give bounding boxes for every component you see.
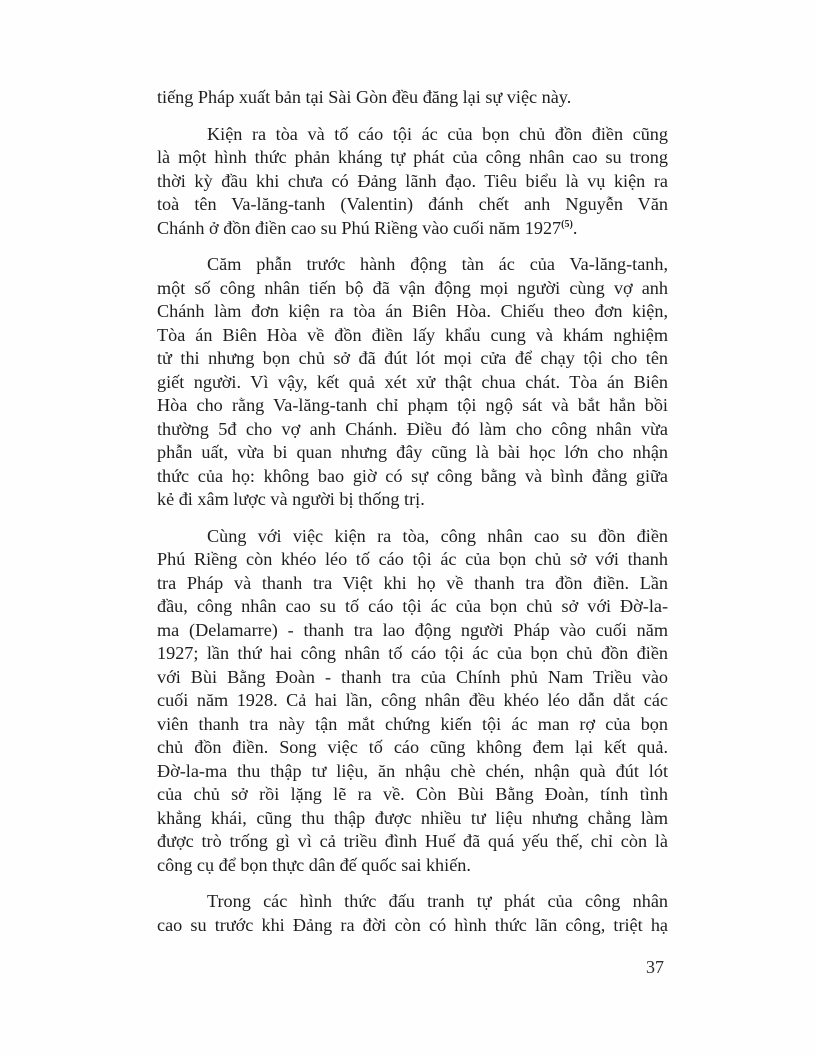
text-line: Tòa án Biên Hòa về đồn điền lấy khẩu cung và khám nghiệm <box>157 324 668 345</box>
text-line: công cụ để bọn thực dân đế quốc sai khiến. <box>157 854 471 875</box>
text-line: Đờ-la-ma thu thập tư liệu, ăn nhậu chè chén, nhận quà đút lót <box>157 760 668 781</box>
text-line: thời kỳ đầu khi chưa có Đảng lãnh đạo. Tiêu biểu là vụ kiện ra <box>157 170 668 191</box>
text-line: với Bùi Bằng Đoàn - thanh tra của Chính phủ Nam Triều vào <box>157 666 668 687</box>
text-line: chủ đồn điền. Song việc tố cáo cũng không đem lại kết quả. <box>157 737 668 757</box>
text-line-with-footnote <box>157 217 668 241</box>
page-number: 37 <box>646 957 664 977</box>
text-line: thường 5đ cho vợ anh Chánh. Điều đó làm cho công nhân vừa <box>157 418 668 439</box>
text-line: Trong các hình thức đấu tranh tự phát của công nhân <box>207 891 668 911</box>
text-line: viên thanh tra này tận mắt chứng kiến tội ác man rợ của bọn <box>157 713 668 734</box>
paragraph-1 <box>157 86 668 110</box>
text-line: Kiện ra tòa và tố cáo tội ác của bọn chủ đồn điền cũng <box>207 123 668 144</box>
text-line: tra Pháp và thanh tra Việt khi họ về thanh tra đồn điền. Lần <box>157 572 668 593</box>
text-line: được trò trống gì vì cả triều đình Huế đã quá yếu thế, chỉ còn là <box>157 831 668 851</box>
text-line: phẫn uất, vừa bi quan nhưng đây cũng là bài học lớn cho nhận <box>157 442 668 462</box>
text-line: tử thi nhưng bọn chủ sở đã đút lót mọi cửa để chạy tội cho tên <box>157 348 668 368</box>
text-line: thức của họ: không bao giờ có sự công bằng và bình đẳng giữa <box>157 465 668 486</box>
text-line: cao su trước khi Đảng ra đời còn có hình thức lãn công, triệt hạ <box>157 914 668 935</box>
text-line: đầu, công nhân cao su tố cáo tội ác của bọn chủ sở với Đờ-la- <box>157 596 668 616</box>
body-text <box>157 86 668 950</box>
text-line: 1927; lần thứ hai công nhân tố cáo tội ác của bọn chủ đồn điền <box>157 643 668 663</box>
paragraph-2 <box>157 123 668 241</box>
text-line: khẳng khái, cũng thu thập được nhiều tư liệu nhưng chẳng làm <box>157 807 668 828</box>
footnote-marker[interactable]: (5) <box>561 218 573 230</box>
text-line: Hòa cho rằng Va-lăng-tanh chỉ phạm tội ngộ sát và bắt hắn bồi <box>157 395 668 415</box>
text-line: Chánh làm đơn kiện ra tòa án Biên Hòa. Chiếu theo đơn kiện, <box>157 301 668 321</box>
paragraph-4 <box>157 525 668 878</box>
paragraph-5 <box>157 890 668 937</box>
text-line: là một hình thức phản kháng tự phát của công nhân cao su trong <box>157 147 668 167</box>
text-line: kẻ đi xâm lược và người bị thống trị. <box>157 489 425 509</box>
text-line: toà tên Va-lăng-tanh (Valentin) đánh chết anh Nguyễn Văn <box>157 194 668 214</box>
text-line: ma (Delamarre) - thanh tra lao động người Pháp vào cuối năm <box>157 619 668 640</box>
text-line: Phú Riềng còn khéo léo tố cáo tội ác của bọn chủ sở với thanh <box>157 549 668 569</box>
text-line: của chủ sở rồi lặng lẽ ra về. Còn Bùi Bằng Đoàn, tính tình <box>157 784 668 804</box>
text-line: tiếng Pháp xuất bản tại Sài Gòn đều đăng lại sự việc này. <box>157 87 572 107</box>
paragraph-3 <box>157 253 668 512</box>
text-line: cuối năm 1928. Cả hai lần, công nhân đều khéo léo dẫn dắt các <box>157 690 668 710</box>
text-line: giết người. Vì vậy, kết quả xét xử thật chua chát. Tòa án Biên <box>157 371 668 392</box>
text-line: Căm phẫn trước hành động tàn ác của Va-lăng-tanh, <box>207 254 668 274</box>
text-line: Cùng với việc kiện ra tòa, công nhân cao su đồn điền <box>207 525 668 546</box>
text-line: Chánh ở đồn điền cao su Phú Riềng vào cuối năm 1927 <box>157 217 562 238</box>
text-line: một số công nhân tiến bộ đã vận động mọi người cùng vợ anh <box>157 277 668 298</box>
sentence-end: . <box>572 217 578 238</box>
